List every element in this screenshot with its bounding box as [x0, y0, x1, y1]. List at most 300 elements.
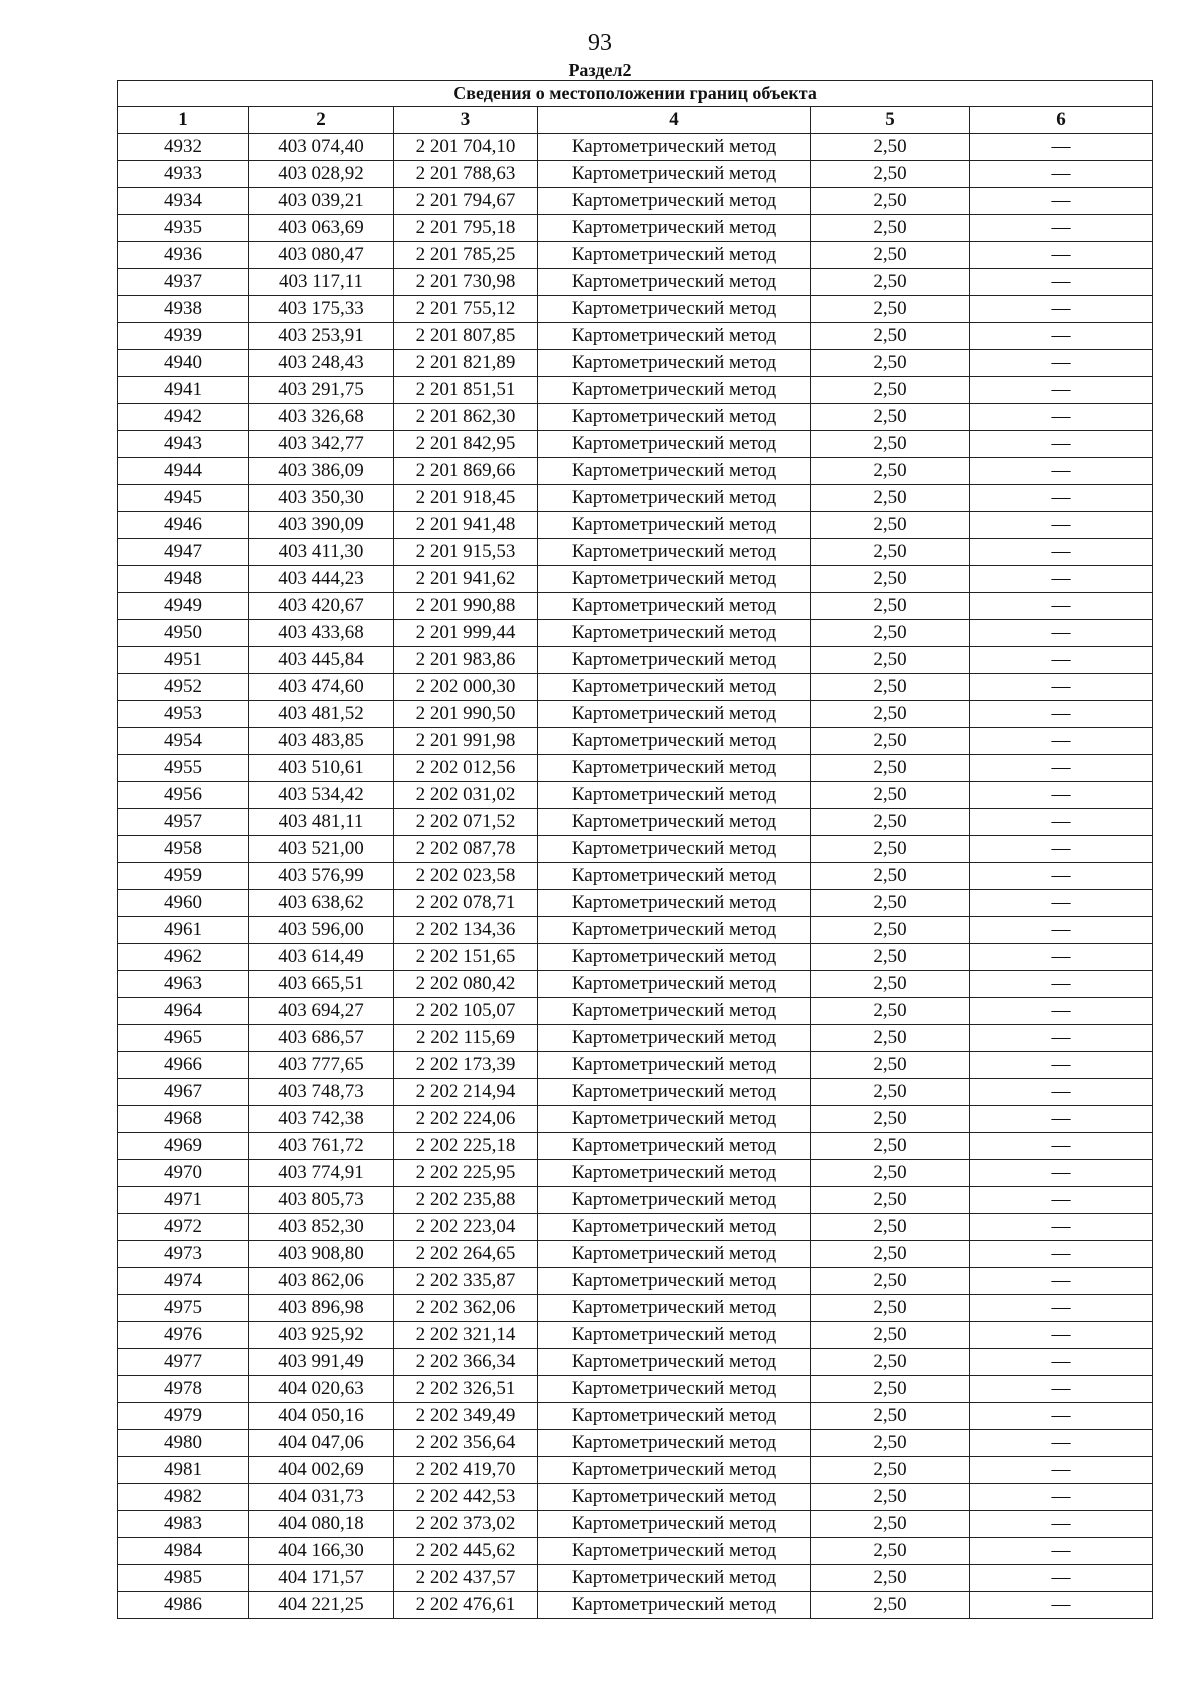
description-cell: —	[970, 323, 1153, 350]
x-coordinate-cell: 403 576,99	[249, 863, 394, 890]
method-cell: Картометрический метод	[538, 1268, 811, 1295]
description-cell: —	[970, 485, 1153, 512]
table-row	[118, 242, 1153, 269]
description-cell: —	[970, 215, 1153, 242]
table-body	[118, 134, 1153, 1619]
table-row	[118, 1106, 1153, 1133]
point-number-cell: 4946	[118, 512, 249, 539]
y-coordinate-cell: 2 202 173,39	[394, 1052, 538, 1079]
x-coordinate-cell: 403 908,80	[249, 1241, 394, 1268]
point-number-cell: 4965	[118, 1025, 249, 1052]
y-coordinate-cell: 2 201 788,63	[394, 161, 538, 188]
table-row	[118, 512, 1153, 539]
table-row	[118, 377, 1153, 404]
method-cell: Картометрический метод	[538, 1052, 811, 1079]
y-coordinate-cell: 2 202 225,18	[394, 1133, 538, 1160]
accuracy-cell: 2,50	[811, 593, 970, 620]
accuracy-cell: 2,50	[811, 215, 970, 242]
table-row	[118, 1241, 1153, 1268]
description-cell: —	[970, 647, 1153, 674]
x-coordinate-cell: 403 386,09	[249, 458, 394, 485]
column-header-5: 5	[811, 107, 970, 134]
accuracy-cell: 2,50	[811, 188, 970, 215]
description-cell: —	[970, 944, 1153, 971]
description-cell: —	[970, 404, 1153, 431]
description-cell: —	[970, 890, 1153, 917]
accuracy-cell: 2,50	[811, 161, 970, 188]
method-cell: Картометрический метод	[538, 1106, 811, 1133]
accuracy-cell: 2,50	[811, 1538, 970, 1565]
description-cell: —	[970, 1430, 1153, 1457]
y-coordinate-cell: 2 201 999,44	[394, 620, 538, 647]
table-row	[118, 1484, 1153, 1511]
description-cell: —	[970, 1025, 1153, 1052]
accuracy-cell: 2,50	[811, 1079, 970, 1106]
method-cell: Картометрический метод	[538, 431, 811, 458]
description-cell: —	[970, 755, 1153, 782]
x-coordinate-cell: 403 253,91	[249, 323, 394, 350]
method-cell: Картометрический метод	[538, 917, 811, 944]
y-coordinate-cell: 2 202 362,06	[394, 1295, 538, 1322]
table-row	[118, 188, 1153, 215]
point-number-cell: 4933	[118, 161, 249, 188]
description-cell: —	[970, 269, 1153, 296]
x-coordinate-cell: 403 510,61	[249, 755, 394, 782]
y-coordinate-cell: 2 202 151,65	[394, 944, 538, 971]
method-cell: Картометрический метод	[538, 782, 811, 809]
point-number-cell: 4961	[118, 917, 249, 944]
method-cell: Картометрический метод	[538, 539, 811, 566]
x-coordinate-cell: 403 614,49	[249, 944, 394, 971]
method-cell: Картометрический метод	[538, 1025, 811, 1052]
description-cell: —	[970, 1241, 1153, 1268]
x-coordinate-cell: 403 521,00	[249, 836, 394, 863]
accuracy-cell: 2,50	[811, 377, 970, 404]
point-number-cell: 4962	[118, 944, 249, 971]
accuracy-cell: 2,50	[811, 431, 970, 458]
method-cell: Картометрический метод	[538, 728, 811, 755]
description-cell: —	[970, 296, 1153, 323]
method-cell: Картометрический метод	[538, 836, 811, 863]
point-number-cell: 4968	[118, 1106, 249, 1133]
y-coordinate-cell: 2 201 869,66	[394, 458, 538, 485]
accuracy-cell: 2,50	[811, 269, 970, 296]
y-coordinate-cell: 2 202 445,62	[394, 1538, 538, 1565]
point-number-cell: 4983	[118, 1511, 249, 1538]
accuracy-cell: 2,50	[811, 485, 970, 512]
method-cell: Картометрический метод	[538, 377, 811, 404]
table-row	[118, 431, 1153, 458]
y-coordinate-cell: 2 201 807,85	[394, 323, 538, 350]
table-row	[118, 620, 1153, 647]
point-number-cell: 4966	[118, 1052, 249, 1079]
table-row	[118, 269, 1153, 296]
x-coordinate-cell: 404 031,73	[249, 1484, 394, 1511]
table-row	[118, 863, 1153, 890]
accuracy-cell: 2,50	[811, 1592, 970, 1619]
column-header-3: 3	[394, 107, 538, 134]
table-row	[118, 728, 1153, 755]
point-number-cell: 4982	[118, 1484, 249, 1511]
table-row	[118, 890, 1153, 917]
accuracy-cell: 2,50	[811, 566, 970, 593]
description-cell: —	[970, 1511, 1153, 1538]
accuracy-cell: 2,50	[811, 1160, 970, 1187]
description-cell: —	[970, 593, 1153, 620]
x-coordinate-cell: 404 221,25	[249, 1592, 394, 1619]
point-number-cell: 4975	[118, 1295, 249, 1322]
x-coordinate-cell: 403 777,65	[249, 1052, 394, 1079]
x-coordinate-cell: 403 862,06	[249, 1268, 394, 1295]
x-coordinate-cell: 404 050,16	[249, 1403, 394, 1430]
description-cell: —	[970, 1187, 1153, 1214]
point-number-cell: 4972	[118, 1214, 249, 1241]
method-cell: Картометрический метод	[538, 674, 811, 701]
x-coordinate-cell: 403 445,84	[249, 647, 394, 674]
method-cell: Картометрический метод	[538, 350, 811, 377]
x-coordinate-cell: 403 117,11	[249, 269, 394, 296]
description-cell: —	[970, 863, 1153, 890]
method-cell: Картометрический метод	[538, 1457, 811, 1484]
description-cell: —	[970, 836, 1153, 863]
x-coordinate-cell: 403 342,77	[249, 431, 394, 458]
column-header-4: 4	[538, 107, 811, 134]
y-coordinate-cell: 2 202 080,42	[394, 971, 538, 998]
description-cell: —	[970, 1538, 1153, 1565]
description-cell: —	[970, 1457, 1153, 1484]
accuracy-cell: 2,50	[811, 512, 970, 539]
x-coordinate-cell: 403 248,43	[249, 350, 394, 377]
accuracy-cell: 2,50	[811, 1106, 970, 1133]
x-coordinate-cell: 403 774,91	[249, 1160, 394, 1187]
table-row	[118, 1133, 1153, 1160]
method-cell: Картометрический метод	[538, 1322, 811, 1349]
accuracy-cell: 2,50	[811, 755, 970, 782]
y-coordinate-cell: 2 202 225,95	[394, 1160, 538, 1187]
x-coordinate-cell: 403 433,68	[249, 620, 394, 647]
x-coordinate-cell: 404 080,18	[249, 1511, 394, 1538]
accuracy-cell: 2,50	[811, 242, 970, 269]
accuracy-cell: 2,50	[811, 1403, 970, 1430]
table-row	[118, 944, 1153, 971]
accuracy-cell: 2,50	[811, 647, 970, 674]
description-cell: —	[970, 1133, 1153, 1160]
table-row	[118, 350, 1153, 377]
point-number-cell: 4934	[118, 188, 249, 215]
method-cell: Картометрический метод	[538, 1241, 811, 1268]
description-cell: —	[970, 917, 1153, 944]
accuracy-cell: 2,50	[811, 1187, 970, 1214]
x-coordinate-cell: 404 047,06	[249, 1430, 394, 1457]
y-coordinate-cell: 2 202 235,88	[394, 1187, 538, 1214]
x-coordinate-cell: 403 665,51	[249, 971, 394, 998]
point-number-cell: 4949	[118, 593, 249, 620]
x-coordinate-cell: 403 761,72	[249, 1133, 394, 1160]
x-coordinate-cell: 403 481,11	[249, 809, 394, 836]
point-number-cell: 4937	[118, 269, 249, 296]
y-coordinate-cell: 2 201 785,25	[394, 242, 538, 269]
method-cell: Картометрический метод	[538, 161, 811, 188]
y-coordinate-cell: 2 202 078,71	[394, 890, 538, 917]
accuracy-cell: 2,50	[811, 1295, 970, 1322]
description-cell: —	[970, 1079, 1153, 1106]
point-number-cell: 4960	[118, 890, 249, 917]
description-cell: —	[970, 1565, 1153, 1592]
y-coordinate-cell: 2 202 031,02	[394, 782, 538, 809]
method-cell: Картометрический метод	[538, 1295, 811, 1322]
y-coordinate-cell: 2 201 983,86	[394, 647, 538, 674]
x-coordinate-cell: 403 483,85	[249, 728, 394, 755]
description-cell: —	[970, 161, 1153, 188]
point-number-cell: 4980	[118, 1430, 249, 1457]
x-coordinate-cell: 404 020,63	[249, 1376, 394, 1403]
method-cell: Картометрический метод	[538, 1511, 811, 1538]
method-cell: Картометрический метод	[538, 188, 811, 215]
accuracy-cell: 2,50	[811, 1268, 970, 1295]
accuracy-cell: 2,50	[811, 782, 970, 809]
y-coordinate-cell: 2 202 115,69	[394, 1025, 538, 1052]
description-cell: —	[970, 242, 1153, 269]
x-coordinate-cell: 403 742,38	[249, 1106, 394, 1133]
table-row	[118, 1592, 1153, 1619]
point-number-cell: 4947	[118, 539, 249, 566]
y-coordinate-cell: 2 202 012,56	[394, 755, 538, 782]
method-cell: Картометрический метод	[538, 242, 811, 269]
point-number-cell: 4932	[118, 134, 249, 161]
point-number-cell: 4963	[118, 971, 249, 998]
method-cell: Картометрический метод	[538, 1592, 811, 1619]
point-number-cell: 4951	[118, 647, 249, 674]
table-row	[118, 566, 1153, 593]
y-coordinate-cell: 2 202 223,04	[394, 1214, 538, 1241]
description-cell: —	[970, 728, 1153, 755]
x-coordinate-cell: 403 028,92	[249, 161, 394, 188]
point-number-cell: 4985	[118, 1565, 249, 1592]
point-number-cell: 4945	[118, 485, 249, 512]
y-coordinate-cell: 2 201 991,98	[394, 728, 538, 755]
point-number-cell: 4942	[118, 404, 249, 431]
x-coordinate-cell: 403 694,27	[249, 998, 394, 1025]
point-number-cell: 4938	[118, 296, 249, 323]
y-coordinate-cell: 2 201 915,53	[394, 539, 538, 566]
boundary-coordinates-table	[117, 80, 1153, 1619]
point-number-cell: 4944	[118, 458, 249, 485]
y-coordinate-cell: 2 202 335,87	[394, 1268, 538, 1295]
y-coordinate-cell: 2 202 356,64	[394, 1430, 538, 1457]
description-cell: —	[970, 809, 1153, 836]
x-coordinate-cell: 403 852,30	[249, 1214, 394, 1241]
y-coordinate-cell: 2 202 071,52	[394, 809, 538, 836]
y-coordinate-cell: 2 201 990,50	[394, 701, 538, 728]
method-cell: Картометрический метод	[538, 971, 811, 998]
table-row	[118, 809, 1153, 836]
method-cell: Картометрический метод	[538, 755, 811, 782]
point-number-cell: 4955	[118, 755, 249, 782]
accuracy-cell: 2,50	[811, 944, 970, 971]
accuracy-cell: 2,50	[811, 998, 970, 1025]
accuracy-cell: 2,50	[811, 971, 970, 998]
table-row	[118, 998, 1153, 1025]
table-row	[118, 1457, 1153, 1484]
method-cell: Картометрический метод	[538, 1160, 811, 1187]
column-header-6: 6	[970, 107, 1153, 134]
accuracy-cell: 2,50	[811, 350, 970, 377]
point-number-cell: 4953	[118, 701, 249, 728]
description-cell: —	[970, 701, 1153, 728]
point-number-cell: 4959	[118, 863, 249, 890]
accuracy-cell: 2,50	[811, 1322, 970, 1349]
point-number-cell: 4977	[118, 1349, 249, 1376]
method-cell: Картометрический метод	[538, 566, 811, 593]
accuracy-cell: 2,50	[811, 1133, 970, 1160]
description-cell: —	[970, 1403, 1153, 1430]
y-coordinate-cell: 2 202 366,34	[394, 1349, 538, 1376]
point-number-cell: 4940	[118, 350, 249, 377]
table-header-row	[118, 107, 1153, 134]
table-row	[118, 1511, 1153, 1538]
point-number-cell: 4981	[118, 1457, 249, 1484]
column-header-1: 1	[118, 107, 249, 134]
method-cell: Картометрический метод	[538, 1565, 811, 1592]
description-cell: —	[970, 458, 1153, 485]
point-number-cell: 4950	[118, 620, 249, 647]
description-cell: —	[970, 350, 1153, 377]
description-cell: —	[970, 998, 1153, 1025]
x-coordinate-cell: 404 166,30	[249, 1538, 394, 1565]
table-row	[118, 917, 1153, 944]
table-row	[118, 836, 1153, 863]
point-number-cell: 4956	[118, 782, 249, 809]
table-row	[118, 1376, 1153, 1403]
y-coordinate-cell: 2 201 842,95	[394, 431, 538, 458]
y-coordinate-cell: 2 202 373,02	[394, 1511, 538, 1538]
method-cell: Картометрический метод	[538, 863, 811, 890]
table-row	[118, 458, 1153, 485]
table-row	[118, 134, 1153, 161]
table-row	[118, 1349, 1153, 1376]
description-cell: —	[970, 1322, 1153, 1349]
method-cell: Картометрический метод	[538, 269, 811, 296]
table-caption: Сведения о местоположении границ объекта	[118, 81, 1153, 107]
x-coordinate-cell: 403 074,40	[249, 134, 394, 161]
y-coordinate-cell: 2 202 000,30	[394, 674, 538, 701]
table-row	[118, 485, 1153, 512]
description-cell: —	[970, 1214, 1153, 1241]
x-coordinate-cell: 403 474,60	[249, 674, 394, 701]
accuracy-cell: 2,50	[811, 539, 970, 566]
point-number-cell: 4948	[118, 566, 249, 593]
table-row	[118, 674, 1153, 701]
method-cell: Картометрический метод	[538, 890, 811, 917]
accuracy-cell: 2,50	[811, 890, 970, 917]
accuracy-cell: 2,50	[811, 1241, 970, 1268]
accuracy-cell: 2,50	[811, 917, 970, 944]
method-cell: Картометрический метод	[538, 1376, 811, 1403]
table-row	[118, 539, 1153, 566]
description-cell: —	[970, 620, 1153, 647]
x-coordinate-cell: 403 390,09	[249, 512, 394, 539]
x-coordinate-cell: 403 175,33	[249, 296, 394, 323]
method-cell: Картометрический метод	[538, 215, 811, 242]
table-row	[118, 1079, 1153, 1106]
x-coordinate-cell: 403 896,98	[249, 1295, 394, 1322]
point-number-cell: 4943	[118, 431, 249, 458]
table-row	[118, 1268, 1153, 1295]
accuracy-cell: 2,50	[811, 836, 970, 863]
table-row	[118, 1052, 1153, 1079]
table-row	[118, 647, 1153, 674]
point-number-cell: 4970	[118, 1160, 249, 1187]
method-cell: Картометрический метод	[538, 485, 811, 512]
point-number-cell: 4941	[118, 377, 249, 404]
table-row	[118, 1295, 1153, 1322]
accuracy-cell: 2,50	[811, 323, 970, 350]
point-number-cell: 4971	[118, 1187, 249, 1214]
accuracy-cell: 2,50	[811, 701, 970, 728]
method-cell: Картометрический метод	[538, 512, 811, 539]
table-row	[118, 782, 1153, 809]
y-coordinate-cell: 2 202 419,70	[394, 1457, 538, 1484]
y-coordinate-cell: 2 202 023,58	[394, 863, 538, 890]
x-coordinate-cell: 403 291,75	[249, 377, 394, 404]
point-number-cell: 4986	[118, 1592, 249, 1619]
y-coordinate-cell: 2 202 437,57	[394, 1565, 538, 1592]
description-cell: —	[970, 1484, 1153, 1511]
point-number-cell: 4984	[118, 1538, 249, 1565]
description-cell: —	[970, 971, 1153, 998]
point-number-cell: 4957	[118, 809, 249, 836]
point-number-cell: 4967	[118, 1079, 249, 1106]
point-number-cell: 4976	[118, 1322, 249, 1349]
table-row	[118, 593, 1153, 620]
y-coordinate-cell: 2 202 349,49	[394, 1403, 538, 1430]
y-coordinate-cell: 2 202 442,53	[394, 1484, 538, 1511]
table-row	[118, 701, 1153, 728]
description-cell: —	[970, 782, 1153, 809]
accuracy-cell: 2,50	[811, 1376, 970, 1403]
point-number-cell: 4973	[118, 1241, 249, 1268]
method-cell: Картометрический метод	[538, 323, 811, 350]
point-number-cell: 4974	[118, 1268, 249, 1295]
method-cell: Картометрический метод	[538, 1430, 811, 1457]
method-cell: Картометрический метод	[538, 404, 811, 431]
description-cell: —	[970, 134, 1153, 161]
table-row	[118, 1214, 1153, 1241]
accuracy-cell: 2,50	[811, 134, 970, 161]
y-coordinate-cell: 2 201 795,18	[394, 215, 538, 242]
method-cell: Картометрический метод	[538, 1403, 811, 1430]
y-coordinate-cell: 2 201 755,12	[394, 296, 538, 323]
page-number: 93	[588, 30, 612, 56]
table-row	[118, 161, 1153, 188]
x-coordinate-cell: 403 481,52	[249, 701, 394, 728]
y-coordinate-cell: 2 201 862,30	[394, 404, 538, 431]
description-cell: —	[970, 539, 1153, 566]
method-cell: Картометрический метод	[538, 701, 811, 728]
y-coordinate-cell: 2 201 941,62	[394, 566, 538, 593]
description-cell: —	[970, 1349, 1153, 1376]
description-cell: —	[970, 512, 1153, 539]
point-number-cell: 4935	[118, 215, 249, 242]
method-cell: Картометрический метод	[538, 134, 811, 161]
accuracy-cell: 2,50	[811, 1565, 970, 1592]
table-row	[118, 1322, 1153, 1349]
section-title: Раздел2	[568, 60, 632, 80]
table-row	[118, 1538, 1153, 1565]
point-number-cell: 4958	[118, 836, 249, 863]
table-row	[118, 1025, 1153, 1052]
description-cell: —	[970, 431, 1153, 458]
